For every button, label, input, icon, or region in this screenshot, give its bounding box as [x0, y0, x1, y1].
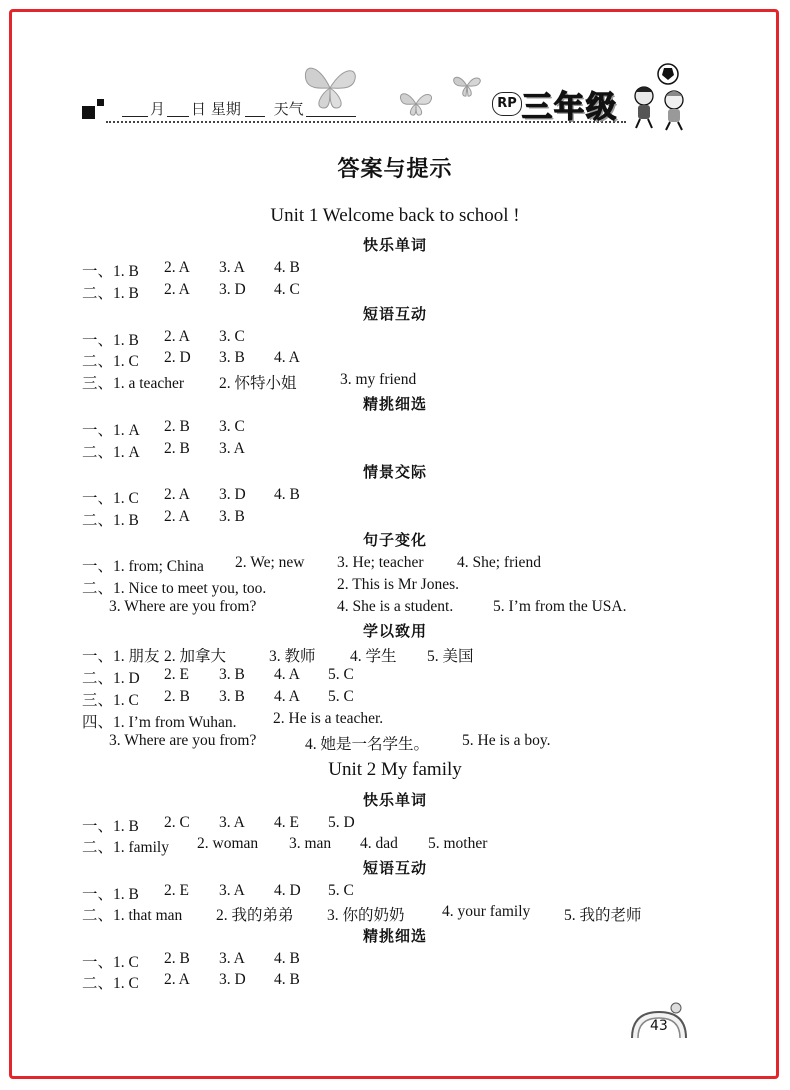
header-square-small-icon	[97, 99, 104, 106]
answer-item: 4. 学生	[350, 648, 397, 665]
answer-item: 4. B	[274, 950, 300, 967]
section-title: 情景交际	[362, 463, 427, 481]
answer-item: 3. D	[219, 971, 246, 988]
answer-item: 一、1. A	[82, 422, 140, 439]
page-title: 答案与提示	[337, 157, 453, 182]
answer-item: 3. A	[219, 814, 245, 831]
answer-item: 3. Where are you from?	[109, 598, 257, 615]
answer-item: 3. Where are you from?	[109, 732, 257, 749]
answer-item: 3. B	[219, 508, 245, 525]
answer-item: 4. She is a student.	[337, 598, 454, 615]
butterfly-tiny-icon	[452, 72, 482, 100]
section-title: 学以致用	[362, 622, 427, 640]
section-title: 精挑细选	[362, 927, 427, 945]
answer-item: 2. D	[164, 349, 191, 366]
butterfly-icon	[300, 56, 360, 118]
answer-item: 3. He; teacher	[337, 554, 424, 571]
answer-item: 5. 美国	[427, 648, 474, 665]
answer-item: 一、1. from; China	[82, 558, 204, 575]
answer-item: 4. C	[274, 281, 300, 298]
answer-item: 二、1. B	[82, 285, 139, 302]
answer-item: 2. C	[164, 814, 190, 831]
logo-grade-text: 三年级	[522, 90, 618, 125]
answer-item: 一、1. B	[82, 886, 139, 903]
answer-item: 2. E	[164, 666, 189, 683]
answer-item: 4. A	[274, 349, 300, 366]
section-title: 快乐单词	[362, 236, 427, 254]
weekday-label: 星期	[210, 100, 241, 118]
answer-item: 三、1. a teacher	[82, 375, 184, 392]
answer-item: 3. 教师	[269, 648, 316, 665]
answer-item: 四、1. I’m from Wuhan.	[82, 714, 237, 731]
answer-item: 5. mother	[428, 835, 488, 852]
answer-item: 二、1. family	[82, 839, 169, 856]
answer-item: 3. A	[219, 950, 245, 967]
answer-item: 3. C	[219, 328, 245, 345]
answer-item: 2. A	[164, 259, 190, 276]
answer-item: 二、1. D	[82, 670, 140, 687]
answer-item: 4. She; friend	[457, 554, 541, 571]
answer-item: 5. C	[328, 882, 354, 899]
answer-item: 4. B	[274, 486, 300, 503]
answer-item: 一、1. B	[82, 263, 139, 280]
answer-item: 4. 她是一名学生。	[305, 736, 430, 753]
answer-item: 4. your family	[442, 903, 531, 920]
answer-item: 一、1. C	[82, 490, 139, 507]
answer-item: 5. 我的老师	[564, 907, 642, 924]
answer-item: 2. B	[164, 418, 190, 435]
answer-item: 4. D	[274, 882, 301, 899]
answer-item: 4. B	[274, 971, 300, 988]
answer-item: 一、1. B	[82, 818, 139, 835]
answer-item: 2. A	[164, 486, 190, 503]
answer-item: 二、1. C	[82, 975, 139, 992]
answer-item: 5. D	[328, 814, 355, 831]
answer-item: 3. man	[289, 835, 332, 852]
answer-item: 3. B	[219, 688, 245, 705]
answer-item: 5. He is a boy.	[462, 732, 551, 749]
section-title: 快乐单词	[362, 791, 427, 809]
answer-item: 二、1. A	[82, 444, 140, 461]
answer-item: 二、1. C	[82, 353, 139, 370]
answer-item: 一、1. B	[82, 332, 139, 349]
answer-item: 2. B	[164, 950, 190, 967]
answer-item: 5. C	[328, 688, 354, 705]
answer-item: 2. B	[164, 440, 190, 457]
answer-item: 二、1. that man	[82, 907, 183, 924]
answer-item: 4. dad	[360, 835, 398, 852]
header-square-icon	[82, 106, 95, 119]
answer-item: 2. B	[164, 688, 190, 705]
answer-item: 一、1. C	[82, 954, 139, 971]
answer-item: 二、1. B	[82, 512, 139, 529]
section-title: 句子变化	[362, 531, 427, 549]
answer-item: 4. A	[274, 688, 300, 705]
answer-item: 2. He is a teacher.	[273, 710, 384, 727]
answer-item: 2. We; new	[235, 554, 305, 571]
kids-football-icon	[630, 62, 692, 132]
answer-item: 2. A	[164, 508, 190, 525]
logo-rp-badge: RP	[492, 92, 522, 116]
answer-item: 4. B	[274, 259, 300, 276]
answer-item: 3. A	[219, 882, 245, 899]
answer-item: 4. A	[274, 666, 300, 683]
answer-item: 5. I’m from the USA.	[493, 598, 627, 615]
answer-item: 2. woman	[197, 835, 259, 852]
answer-item: 一、1. 朋友	[82, 648, 160, 665]
unit-title: Unit 2 My family	[328, 759, 462, 780]
page-number: 43	[650, 1018, 668, 1034]
butterfly-small-icon	[398, 88, 434, 118]
answer-item: 2. E	[164, 882, 189, 899]
answer-item: 3. B	[219, 666, 245, 683]
section-title: 精挑细选	[362, 395, 427, 413]
answer-item: 二、1. Nice to meet you, too.	[82, 580, 267, 597]
answer-item: 3. D	[219, 281, 246, 298]
answer-item: 2. 我的弟弟	[216, 907, 294, 924]
month-label: 月	[150, 100, 166, 118]
answer-item: 2. A	[164, 281, 190, 298]
answer-item: 2. A	[164, 328, 190, 345]
answer-item: 2. 加拿大	[164, 648, 227, 665]
answer-item: 3. D	[219, 486, 246, 503]
section-title: 短语互动	[362, 859, 427, 877]
answer-item: 5. C	[328, 666, 354, 683]
answer-item: 3. my friend	[340, 371, 417, 388]
answer-item: 4. E	[274, 814, 299, 831]
section-title: 短语互动	[362, 305, 427, 323]
day-label: 日	[191, 100, 207, 118]
answer-item: 三、1. C	[82, 692, 139, 709]
answer-item: 3. B	[219, 349, 245, 366]
weather-label: 天气	[273, 100, 304, 118]
answer-item: 3. A	[219, 259, 245, 276]
answer-item: 3. 你的奶奶	[327, 907, 405, 924]
answer-item: 3. C	[219, 418, 245, 435]
answer-item: 2. 怀特小姐	[219, 375, 297, 392]
unit-title: Unit 1 Welcome back to school !	[270, 205, 520, 226]
answer-item: 2. A	[164, 971, 190, 988]
answer-item: 3. A	[219, 440, 245, 457]
answer-item: 2. This is Mr Jones.	[337, 576, 460, 593]
